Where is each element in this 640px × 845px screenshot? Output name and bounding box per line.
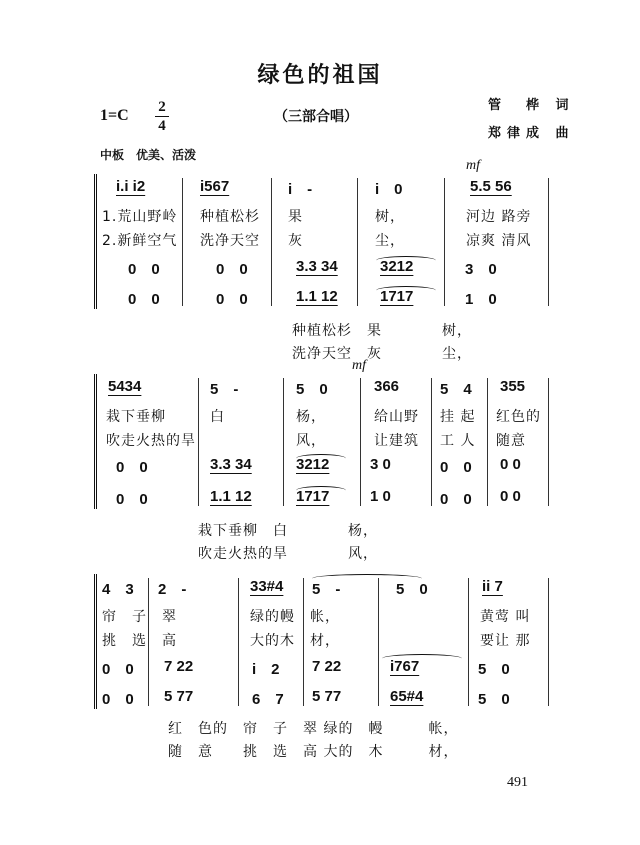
tempo-marking: 中板 优美、活泼: [100, 148, 197, 162]
melody-row: [100, 178, 550, 200]
measure: i 0: [375, 181, 403, 198]
lower-lyrics-1: 种植松杉 果 树，: [292, 323, 472, 339]
measure: i567: [200, 178, 230, 195]
time-signature-top: 2: [158, 99, 166, 115]
subtitle: （三部合唱）: [274, 109, 358, 125]
lower-lyrics-2: 吹走火热的旱 风，: [198, 546, 378, 562]
dynamic-mf: mf: [466, 158, 480, 173]
score-system-3: [100, 578, 550, 713]
lyrics-verse-1: 1.荒山野岭 种植松杉 果 树， 河边 路旁: [102, 209, 532, 225]
song-title: 绿色的祖国: [257, 63, 383, 88]
bass-row: 0 0 5 77 6 7 5 77 65#4 5 0: [102, 688, 510, 708]
dynamic-mf: mf: [352, 358, 366, 373]
lower-lyrics-1: 栽下垂柳 白 杨，: [198, 523, 378, 539]
lyrics-verse-1: 栽下垂柳 白 杨， 给山野 挂 起 红色的: [106, 409, 541, 425]
alto-row: 0 0 0 0 3.3 34 3212 3 0: [128, 258, 497, 278]
score-system-1: [100, 178, 550, 313]
bass-row: 0 0 0 0 1.1 12 1717 1 0: [128, 288, 497, 308]
lower-lyrics-1: 红 色的 帘 子 翠 绿的 幔 帐，: [168, 721, 459, 737]
time-signature-bottom: 4: [158, 118, 166, 134]
alto-row: 0 0 3.3 34 3212 3 0 0 0 0 0: [116, 456, 521, 476]
bass-row: 0 0 1.1 12 1717 1 0 0 0 0 0: [116, 488, 521, 508]
lower-lyrics-2: 洗净天空 灰 尘，: [292, 346, 472, 362]
lyrics-verse-1: 帘 子 翠 绿的幔 帐， 黄莺 叫: [102, 609, 531, 625]
lyrics-verse-2: 吹走火热的旱 风， 让建筑 工 人 随意: [106, 433, 526, 449]
measure: 5.5 56: [470, 178, 512, 195]
lyricist: 管 桦 词: [488, 98, 575, 113]
time-signature: [155, 99, 169, 134]
lower-lyrics-2: 随 意 挑 选 高 大的 木 材，: [168, 744, 459, 760]
measure: i.i i2: [116, 178, 146, 195]
measure: i -: [288, 181, 313, 198]
alto-row: 0 0 7 22 i 2 7 22 i767 5 0: [102, 658, 510, 678]
composer: 郑律成 曲: [488, 126, 575, 141]
page-number: 491: [507, 775, 528, 790]
melody-row: 4 3 2 - 33#4 5 - 5 0 ii 7: [102, 578, 503, 598]
melody-row: 5434 5 - 5 0 366 5 4 355: [108, 378, 526, 398]
key-signature: 1=C: [100, 107, 129, 124]
score-system-2: [100, 378, 550, 513]
lyrics-verse-2: 挑 选 高 大的木 材， 要让 那: [102, 633, 531, 649]
lyrics-verse-2: 2.新鲜空气 洗净天空 灰 尘， 凉爽 清风: [102, 233, 532, 249]
